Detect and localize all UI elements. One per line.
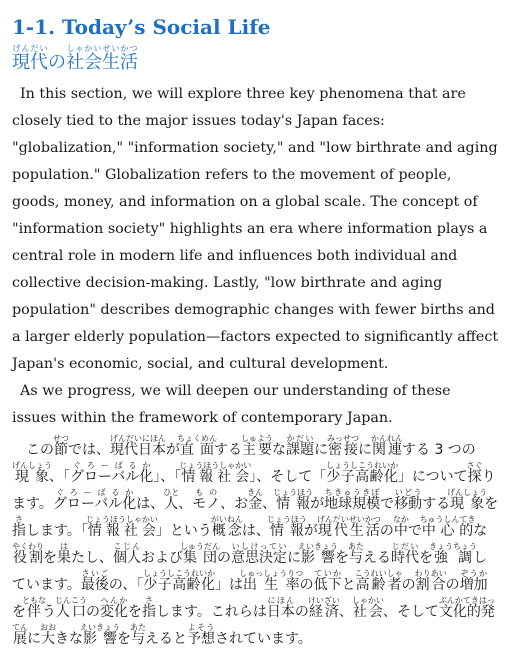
ja-paragraph-furigana: がいねん bbox=[210, 515, 243, 524]
ja-paragraph-furigana: げんだいにほん bbox=[110, 434, 166, 443]
ja-paragraph-word bbox=[113, 542, 141, 566]
ja-paragraph-furigana: いしけってい bbox=[231, 542, 287, 551]
ja-paragraph-word-base: 影響 bbox=[80, 631, 120, 647]
ja-paragraph-word bbox=[266, 596, 295, 620]
ja-paragraph-text: えると bbox=[145, 631, 187, 647]
ja-paragraph-furigana: いどう bbox=[394, 488, 423, 497]
ja-paragraph-word-base: 金 bbox=[247, 496, 264, 512]
ja-paragraph-word-base: グローバル化 bbox=[52, 496, 137, 512]
ja-paragraph-word-base: 少子高齢化 bbox=[326, 469, 399, 485]
ja-paragraph-word-base: 個人 bbox=[113, 550, 141, 566]
ja-paragraph-word bbox=[210, 515, 243, 539]
ja-paragraph-text: ります。 bbox=[12, 469, 496, 512]
ja-paragraph-text: の bbox=[401, 577, 416, 593]
ja-paragraph-word bbox=[231, 542, 287, 566]
ja-paragraph-furigana: なか bbox=[392, 515, 409, 524]
ja-paragraph-text: 」という bbox=[155, 523, 212, 539]
ja-paragraph-word bbox=[466, 461, 483, 485]
ja-paragraph-word-base: 関連 bbox=[371, 442, 403, 458]
ja-paragraph-word-base: 課題 bbox=[286, 442, 314, 458]
ja-paragraph-word-base: 現象 bbox=[447, 496, 488, 512]
ja-paragraph-word-base: 与 bbox=[348, 550, 364, 566]
ja-paragraph-word bbox=[40, 623, 56, 647]
ja-paragraph-word bbox=[52, 488, 137, 512]
ja-paragraph-furigana: ぞうか bbox=[459, 569, 488, 578]
ja-paragraph-text: 、お bbox=[220, 496, 249, 512]
ja-paragraph-furigana: おお bbox=[40, 623, 56, 632]
ja-paragraph-furigana: しゃかい bbox=[351, 596, 384, 605]
ja-paragraph-word-base: 情報 bbox=[266, 523, 307, 539]
ja-paragraph-text: の bbox=[294, 604, 309, 620]
ja-paragraph-word bbox=[354, 569, 403, 593]
ja-paragraph-text: 」は bbox=[214, 577, 243, 593]
ja-paragraph-word-base: 現代生活 bbox=[316, 523, 381, 539]
ja-paragraph-word-base: 出生率 bbox=[239, 577, 304, 593]
ja-paragraph-word bbox=[12, 515, 26, 539]
ja-paragraph-word bbox=[70, 461, 154, 485]
ja-paragraph-furigana: じょうほう bbox=[273, 488, 314, 497]
ja-paragraph-text: 、 bbox=[262, 496, 277, 512]
ja-paragraph-word-base: 大 bbox=[40, 631, 56, 647]
ja-paragraph-word bbox=[53, 434, 69, 458]
heading-ja-word bbox=[12, 44, 48, 73]
ja-paragraph-word-base: 探 bbox=[466, 469, 483, 485]
ja-paragraph-word bbox=[298, 542, 338, 566]
ja-paragraph-word bbox=[80, 623, 120, 647]
ja-paragraph-word-base: グローバル化 bbox=[70, 469, 154, 485]
ja-paragraph-text: 」、そして「 bbox=[249, 469, 327, 485]
ja-paragraph-word-base: 影響 bbox=[298, 550, 338, 566]
ja-paragraph-text: 、「 bbox=[49, 469, 70, 485]
ja-paragraph-word-base: 指 bbox=[142, 604, 156, 620]
ja-paragraph-word-base: 社会 bbox=[351, 604, 384, 620]
ja-paragraph-word-base: 情報社会 bbox=[179, 469, 252, 485]
ja-paragraph-word-base: 予想 bbox=[187, 631, 215, 647]
ja-paragraph-furigana: にほん bbox=[266, 596, 295, 605]
ja-paragraph-word bbox=[239, 569, 304, 593]
ja-paragraph-text: の bbox=[445, 577, 460, 593]
ja-paragraph-furigana: よそう bbox=[187, 623, 215, 632]
ja-paragraph-text: の、「 bbox=[108, 577, 144, 593]
ja-paragraph-word bbox=[142, 596, 156, 620]
ja-paragraph-word-base: 人口 bbox=[55, 604, 87, 620]
ja-paragraph-text: な bbox=[272, 442, 286, 458]
ja-paragraph-word-base: 文化的発展 bbox=[12, 604, 495, 647]
ja-paragraph-text: する bbox=[422, 496, 451, 512]
ja-paragraph-word bbox=[307, 596, 340, 620]
ja-paragraph-word bbox=[419, 515, 476, 539]
ja-paragraph-text: の bbox=[86, 604, 100, 620]
ja-paragraph-word bbox=[459, 569, 488, 593]
ja-paragraph-furigana: さぐ bbox=[466, 461, 483, 470]
ja-paragraph-furigana: ともな bbox=[22, 596, 46, 605]
ja-paragraph-word-base: 地球規模 bbox=[324, 496, 381, 512]
ja-paragraph-furigana: きん bbox=[247, 488, 264, 497]
ja-paragraph-furigana: えいきょう bbox=[80, 623, 120, 632]
ja-paragraph-text: きな bbox=[55, 631, 83, 647]
ja-paragraph-furigana: ひと bbox=[163, 488, 180, 497]
ja-paragraph-text: を bbox=[335, 550, 349, 566]
ja-paragraph-text: が bbox=[166, 442, 180, 458]
ja-paragraph-furigana: やくわり bbox=[12, 542, 44, 551]
ja-paragraph-text: たし、 bbox=[71, 550, 113, 566]
heading-ja-word-base: 社会生活 bbox=[66, 52, 138, 73]
ja-paragraph-word-base: 密接 bbox=[327, 442, 359, 458]
ja-paragraph-word bbox=[57, 542, 71, 566]
ja-paragraph-text: に bbox=[27, 631, 41, 647]
ja-paragraph-furigana: しょうしこうれいか bbox=[143, 569, 216, 578]
heading-ja-furigana: しゃかいせいかつ bbox=[66, 44, 138, 53]
ja-paragraph-text: する bbox=[214, 442, 242, 458]
ja-paragraph-word bbox=[273, 488, 314, 512]
ja-paragraph-text: な bbox=[473, 523, 488, 539]
ja-paragraph-furigana: じょうほうしゃかい bbox=[179, 461, 252, 470]
ja-paragraph-text: を bbox=[128, 604, 142, 620]
ja-paragraph-word-base: 現象 bbox=[12, 469, 52, 485]
ja-paragraph-text: で bbox=[407, 523, 422, 539]
heading-ja-word-base: 現代 bbox=[12, 52, 48, 73]
ja-paragraph-furigana: げんしょう bbox=[447, 488, 488, 497]
ja-paragraph-word-base: 指 bbox=[12, 523, 26, 539]
ja-paragraph-text: します。これらは bbox=[156, 604, 267, 620]
ja-paragraph-word-base: 移動 bbox=[394, 496, 423, 512]
ja-paragraph-word bbox=[22, 596, 46, 620]
ja-paragraph-word bbox=[100, 596, 128, 620]
ja-paragraph-word bbox=[80, 569, 109, 593]
ja-paragraph-word bbox=[12, 542, 44, 566]
ja-paragraph-word bbox=[394, 488, 423, 512]
ja-paragraph-furigana: えいきょう bbox=[298, 542, 338, 551]
ja-paragraph-text: この bbox=[26, 442, 54, 458]
ja-paragraph-word-base: 伴 bbox=[22, 604, 46, 620]
japanese-paragraph bbox=[12, 434, 499, 653]
ja-paragraph-text: します。「 bbox=[26, 523, 88, 539]
ja-paragraph-word-base: 概念 bbox=[210, 523, 243, 539]
ja-paragraph-word bbox=[327, 434, 359, 458]
ja-paragraph-word bbox=[247, 488, 264, 512]
ja-paragraph-text: を bbox=[419, 550, 433, 566]
ja-paragraph-word bbox=[192, 488, 221, 512]
ja-paragraph-word bbox=[392, 515, 409, 539]
ja-paragraph-furigana: さいご bbox=[80, 569, 109, 578]
ja-paragraph-word bbox=[177, 434, 217, 458]
ja-paragraph-text: に bbox=[358, 442, 372, 458]
ja-paragraph-text: を bbox=[43, 550, 57, 566]
ja-paragraph-word-base: 現代日本 bbox=[110, 442, 166, 458]
ja-paragraph-furigana: かだい bbox=[286, 434, 314, 443]
ja-paragraph-word bbox=[429, 542, 477, 566]
ja-paragraph-text: う bbox=[42, 604, 56, 620]
ja-paragraph-furigana: しゅっしょうりつ bbox=[239, 569, 304, 578]
ja-paragraph-word-base: 集団 bbox=[180, 550, 220, 566]
ja-paragraph-furigana: ぐろーばるか bbox=[70, 461, 154, 470]
ja-paragraph-text: に bbox=[314, 442, 328, 458]
ja-paragraph-text: が bbox=[303, 523, 318, 539]
ja-paragraph-furigana: せつ bbox=[53, 434, 69, 443]
heading-ja-word bbox=[66, 44, 138, 73]
ja-paragraph-furigana: じょうほうしゃかい bbox=[85, 515, 158, 524]
ja-paragraph-text: を bbox=[12, 604, 26, 620]
ja-paragraph-text: を bbox=[484, 496, 499, 512]
ja-paragraph-furigana: こうれいしゃ bbox=[354, 569, 403, 578]
ja-paragraph-text: 、 bbox=[178, 496, 193, 512]
ja-paragraph-word-base: モノ bbox=[192, 496, 221, 512]
ja-paragraph-word-base: 経済 bbox=[307, 604, 340, 620]
section-title-japanese bbox=[12, 44, 499, 77]
ja-paragraph-word-base: 情報 bbox=[273, 496, 314, 512]
ja-paragraph-furigana: ていか bbox=[313, 569, 342, 578]
ja-paragraph-furigana: じんこう bbox=[55, 596, 87, 605]
ja-paragraph-word bbox=[286, 434, 314, 458]
ja-paragraph-word bbox=[187, 623, 215, 647]
heading-ja-text: の bbox=[48, 52, 66, 73]
ja-paragraph-word bbox=[180, 542, 220, 566]
ja-paragraph-word bbox=[179, 461, 252, 485]
ja-paragraph-text: されています。 bbox=[215, 631, 312, 647]
ja-paragraph-word-base: 役割 bbox=[12, 550, 44, 566]
ja-paragraph-word bbox=[12, 461, 52, 485]
ja-paragraph-furigana: さ bbox=[142, 596, 156, 605]
ja-paragraph-word bbox=[163, 488, 180, 512]
ja-paragraph-text: および bbox=[141, 550, 183, 566]
ja-paragraph-furigana: こじん bbox=[113, 542, 141, 551]
ja-paragraph-text: は、 bbox=[241, 523, 270, 539]
ja-paragraph-word bbox=[143, 569, 216, 593]
ja-paragraph-word bbox=[266, 515, 307, 539]
ja-paragraph-word-base: 中 bbox=[392, 523, 409, 539]
ja-paragraph-word-base: 直面 bbox=[177, 442, 217, 458]
heading-ja-furigana: げんだい bbox=[12, 44, 48, 53]
ja-paragraph-word-base: 主要 bbox=[241, 442, 273, 458]
ja-paragraph-furigana: へんか bbox=[100, 596, 128, 605]
ja-paragraph-text: しています。 bbox=[12, 550, 487, 593]
ja-paragraph-furigana: じだい bbox=[391, 542, 419, 551]
ja-paragraph-word-base: 低下 bbox=[313, 577, 342, 593]
ja-paragraph-furigana: あた bbox=[130, 623, 146, 632]
ja-paragraph-word bbox=[351, 596, 384, 620]
ja-paragraph-word bbox=[313, 569, 342, 593]
ja-paragraph-furigana: じょうほう bbox=[266, 515, 307, 524]
ja-paragraph-furigana: ちゅうしんてき bbox=[419, 515, 476, 524]
ja-paragraph-word-base: 割合 bbox=[414, 577, 447, 593]
ja-paragraph-word-base: 情報社会 bbox=[85, 523, 158, 539]
section-title-english: 1-1. Today’s Social Life bbox=[12, 15, 271, 39]
ja-paragraph-text: の bbox=[217, 550, 231, 566]
ja-paragraph-text: を bbox=[117, 631, 131, 647]
ja-paragraph-word-base: 人 bbox=[163, 496, 180, 512]
ja-paragraph-word-base: 増加 bbox=[459, 577, 488, 593]
ja-paragraph-word bbox=[391, 542, 419, 566]
ja-paragraph-furigana: ぐろーばるか bbox=[52, 488, 137, 497]
ja-paragraph-furigana: もの bbox=[192, 488, 221, 497]
ja-paragraph-text: 」、「 bbox=[153, 469, 182, 485]
english-paragraph-progress: As we progress, we will deepen our understanding of these issues within the framework of contemporary Japan. bbox=[12, 383, 451, 426]
ja-paragraph-furigana: ぶんかてきはってん bbox=[12, 596, 495, 632]
ja-paragraph-word-base: 強調 bbox=[429, 550, 477, 566]
ja-paragraph-word bbox=[55, 596, 87, 620]
ja-paragraph-word-base: 最後 bbox=[80, 577, 109, 593]
ja-paragraph-text: に bbox=[287, 550, 301, 566]
ja-paragraph-furigana: しゅよう bbox=[241, 434, 273, 443]
ja-paragraph-text: が bbox=[310, 496, 325, 512]
ja-paragraph-word bbox=[241, 434, 273, 458]
ja-paragraph-word-base: 高齢者 bbox=[354, 577, 403, 593]
ja-paragraph-furigana: げんだいせいかつ bbox=[316, 515, 381, 524]
ja-paragraph-furigana: さ bbox=[12, 515, 26, 524]
ja-paragraph-text: する 3 つの bbox=[402, 442, 476, 458]
ja-paragraph-word-base: 少子高齢化 bbox=[143, 577, 216, 593]
ja-paragraph-word bbox=[130, 623, 146, 647]
ja-paragraph-word bbox=[414, 569, 447, 593]
ja-paragraph-text: では、 bbox=[68, 442, 110, 458]
ja-paragraph-furigana: は bbox=[57, 542, 71, 551]
ja-paragraph-text: 」について bbox=[397, 469, 468, 485]
ja-paragraph-text: で bbox=[380, 496, 395, 512]
ja-paragraph-word-base: 果 bbox=[57, 550, 71, 566]
ja-paragraph-word bbox=[316, 515, 381, 539]
ja-paragraph-word bbox=[447, 488, 488, 512]
ja-paragraph-word-base: 与 bbox=[130, 631, 146, 647]
ja-paragraph-word bbox=[324, 488, 381, 512]
ja-paragraph-word bbox=[348, 542, 364, 566]
ja-paragraph-text: の bbox=[379, 523, 394, 539]
ja-paragraph-word bbox=[371, 434, 403, 458]
ja-paragraph-furigana: げんしょう bbox=[12, 461, 52, 470]
ja-paragraph-text: の bbox=[299, 577, 314, 593]
ja-paragraph-furigana: かんれん bbox=[371, 434, 403, 443]
ja-paragraph-word-base: 節 bbox=[53, 442, 69, 458]
ja-paragraph-furigana: しょうしこうれいか bbox=[326, 461, 399, 470]
ja-paragraph-furigana: わりあい bbox=[414, 569, 447, 578]
ja-paragraph-furigana: けいざい bbox=[307, 596, 340, 605]
ja-paragraph-word-base: 意思決定 bbox=[231, 550, 287, 566]
ja-paragraph-furigana: みっせつ bbox=[327, 434, 359, 443]
ja-paragraph-text: 、 bbox=[338, 604, 353, 620]
ja-paragraph-text: 、そして bbox=[382, 604, 439, 620]
ja-paragraph-word-base: 変化 bbox=[100, 604, 128, 620]
ja-paragraph-furigana: しゅうだん bbox=[180, 542, 220, 551]
ja-paragraph-furigana: ちょくめん bbox=[177, 434, 217, 443]
ja-paragraph-word-base: 中心的 bbox=[419, 523, 476, 539]
ja-paragraph-word bbox=[326, 461, 399, 485]
ja-paragraph-furigana: ちきゅうきぼ bbox=[324, 488, 381, 497]
ja-paragraph-word bbox=[85, 515, 158, 539]
ja-paragraph-text: える bbox=[363, 550, 391, 566]
english-paragraph-intro: In this section, we will explore three key phenomena that are closely tied to the major issues today's Japan faces: "globalization," "information society," and "low birthrate and aging population." Globalization refers to the movement of people, goods, money, and information on a global scale. The concept of "information society" highlights an era where information plays a central role in modern life and influences both individual and collective decision-making. Lastly, "low birthrate and aging population" describes demographic changes with fewer births and a larger elderly population—factors expected to significantly affect Japan's economic, social, and cultural development. bbox=[12, 86, 499, 372]
ja-paragraph-furigana: あた bbox=[348, 542, 364, 551]
ja-paragraph-word bbox=[110, 434, 166, 458]
ja-paragraph-text: と bbox=[341, 577, 356, 593]
ja-paragraph-text: は、 bbox=[136, 496, 165, 512]
ja-paragraph-furigana: きょうちょう bbox=[429, 542, 477, 551]
ja-paragraph-word-base: 時代 bbox=[391, 550, 419, 566]
ja-paragraph-word-base: 日本 bbox=[266, 604, 295, 620]
